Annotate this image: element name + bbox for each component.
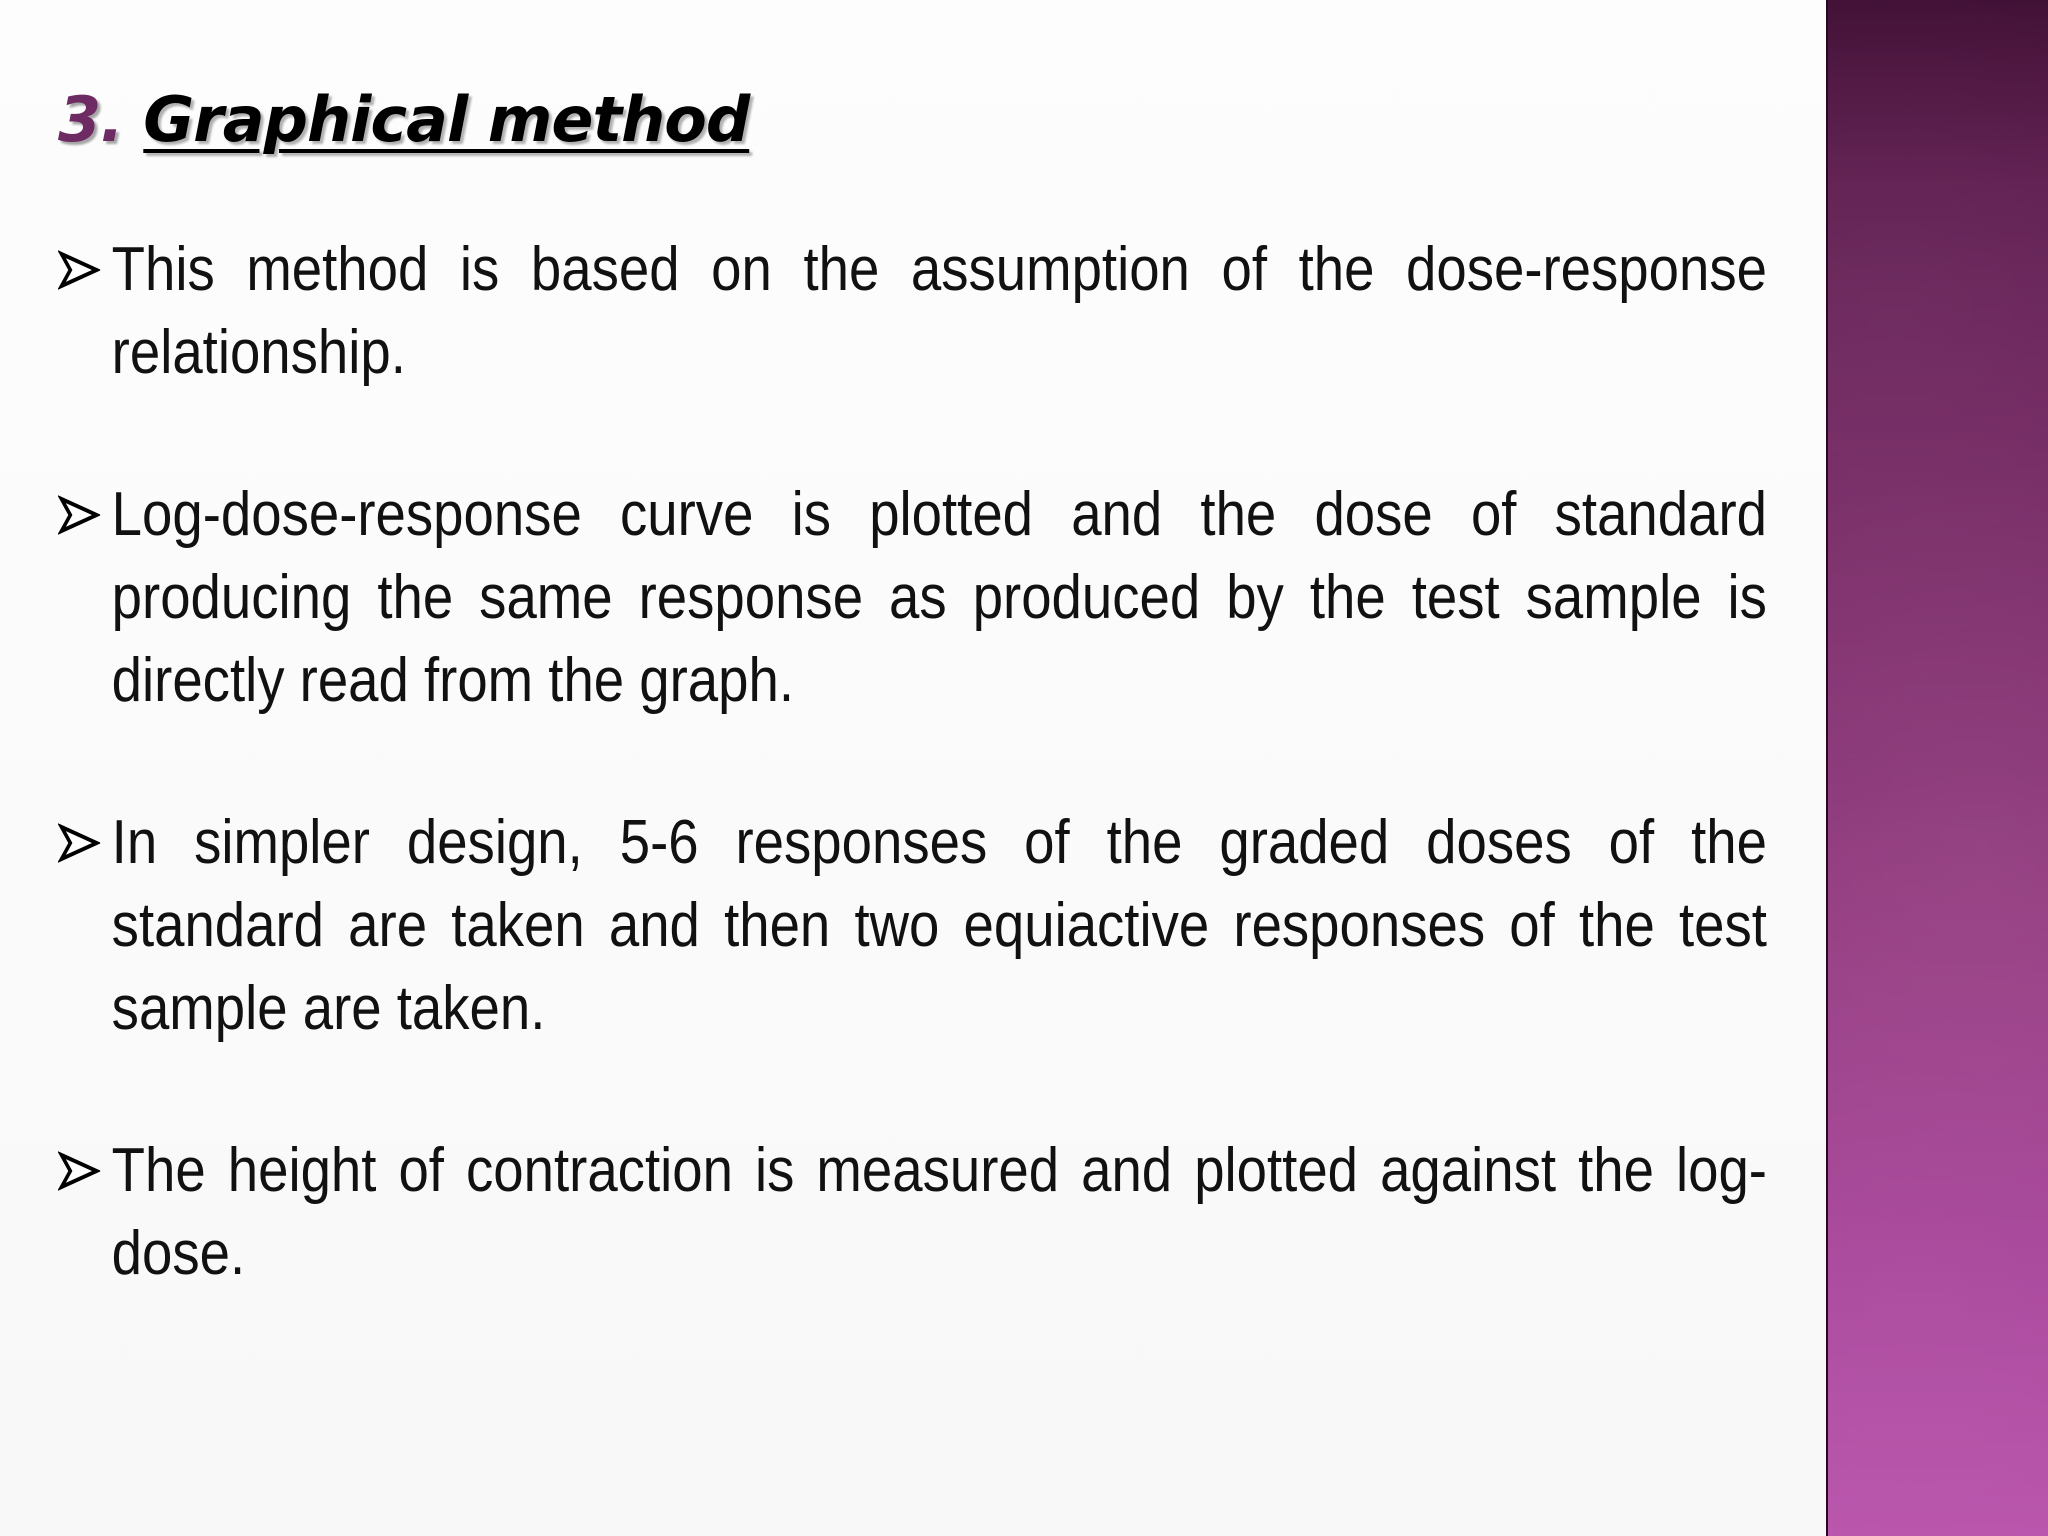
arrow-bullet-icon xyxy=(58,494,100,536)
bullet-text: The height of contraction is measured and plotted against the log-dose. xyxy=(111,1136,1767,1288)
bullet-item xyxy=(58,1129,1767,1295)
bullet-item xyxy=(58,473,1767,722)
decorative-side-band xyxy=(1826,0,2048,1536)
bullet-item xyxy=(58,228,1767,394)
bullet-text: Log-dose-response curve is plotted and the dose of standard producing the same response as produced by the test sample is directly read from the graph. xyxy=(111,480,1767,715)
title-number: 3. xyxy=(58,83,123,156)
slide-title xyxy=(58,78,749,162)
bullet-text: In simpler design, 5-6 responses of the graded doses of the standard are taken and then two equiactive responses of the test sample are taken. xyxy=(111,808,1767,1043)
arrow-bullet-icon xyxy=(58,822,100,864)
bullet-item xyxy=(58,801,1767,1050)
arrow-bullet-icon xyxy=(58,1150,100,1192)
arrow-bullet-icon xyxy=(58,249,100,291)
bullet-text: This method is based on the assumption of the dose-response relationship. xyxy=(111,235,1767,387)
bullet-list xyxy=(58,228,1770,1295)
title-text: Graphical method xyxy=(143,83,750,156)
